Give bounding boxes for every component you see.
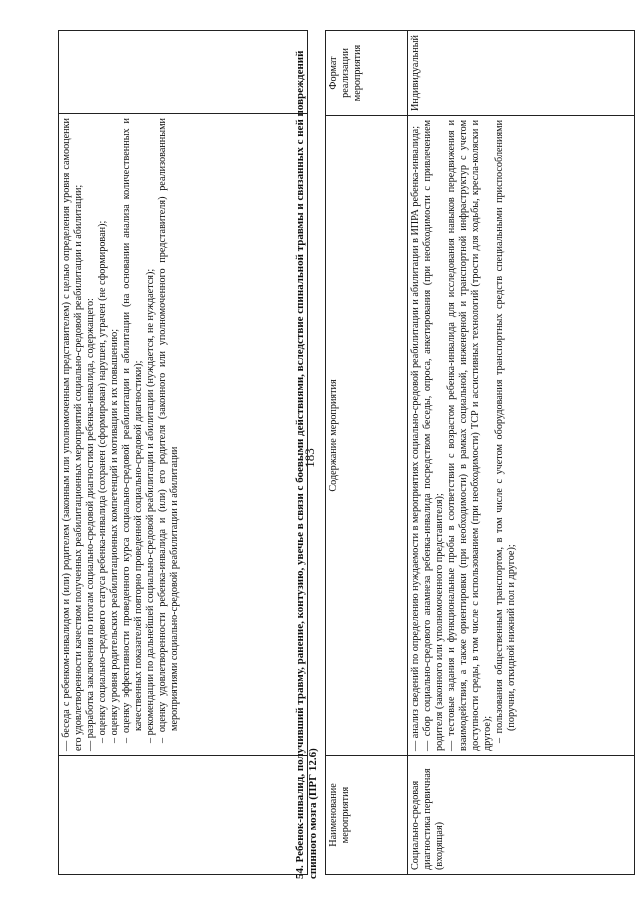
continued-table [58, 30, 308, 875]
list-item: — беседа с ребенком-инвалидом и (или) родителем (законным или уполномоченным представителем) с целью определения уровня самооценки его удовлетворенности качеством полученных реабилитационных мероприятий социально-средовой реабилитации и абилитации; [61, 118, 84, 751]
header-format: Формат реализации мероприятия [326, 31, 408, 116]
list-item: — сбор социально-средового анамнеза ребенка-инвалида посредством беседы, опроса, анкетирования (при необходимости с привлечением родителя (законного или уполномоченного представителя); [422, 119, 446, 751]
empty-name-cell [59, 756, 308, 875]
activity-content [408, 115, 635, 755]
list-item: – оценку удовлетворенности ребенка-инвалида и (или) его родителя (законного или уполномоченного представителя) реализованными мероприятиями социально-средовой реабилитации и абилитации [157, 118, 180, 743]
activity-format: Индивидуальный [408, 31, 635, 116]
list-item: – оценку социально-средового статуса ребенка-инвалида (сохранен (сформирован) нарушен, утрачен (не сформирован); [97, 220, 108, 743]
list-item: – пользования общественным транспортом, в том числе с учетом оборудования транспортных средств специальными приспособлениями (поручни, откидной нижний пол и другое); [494, 119, 518, 743]
list-item: – оценку эффективности проведенного курса социально-средовой реабилитации и абилитации (на основании анализа количественных и качественных показателей повторно проведенной социально-средовой диагностики); [121, 118, 144, 743]
list-item: — тестовые задания и функциональные пробы в соответствии с возрастом ребенка-инвалида для исследования навыков передвижения и взаимодействия, а также ориентировки (при необходимости) в рамках социальной, инженерной и транспортной инфраструктур с учетом доступности среды, в том числе с использованием (при необходимости) ТСР и ассистивных технологий (трости для ходьбы, кресла-коляски и другое); [446, 119, 494, 751]
activity-name: Социально-средовая диагностика первичная (входящая) [408, 756, 635, 875]
activities-table [325, 30, 635, 875]
list-item: – оценку уровня родительских реабилитационных компетенций и мотивации к их повышению; [109, 328, 120, 743]
page-number: 183 [301, 448, 317, 468]
table-row [59, 31, 308, 875]
table-header-row [326, 31, 408, 875]
empty-format-cell [59, 31, 308, 114]
header-name: Наименование мероприятия [326, 756, 408, 875]
table-row [408, 31, 635, 875]
content-cell [59, 114, 308, 756]
section-title: 54. Ребенок-инвалид, получивший травму, ранение, контузию, увечье в связи с боевыми действиями, вследствие спинальной травмы и связанных с ней повреждений спинного мозга (ПРГ 12.6) [294, 50, 319, 879]
list-item: — разработка заключения по итогам социально-средовой диагностики ребенка-инвалида, содержащего: [85, 298, 96, 751]
list-item: — анализ сведений по определению нуждаемости в мероприятиях социально-средовой реабилитации и абилитации в ИПРА ребенка-инвалида; [410, 125, 422, 751]
header-content: Содержание мероприятия [326, 115, 408, 755]
list-item: – рекомендации по дальнейшей социально-средовой реабилитации и абилитации (нуждается, не нуждается); [145, 268, 156, 743]
